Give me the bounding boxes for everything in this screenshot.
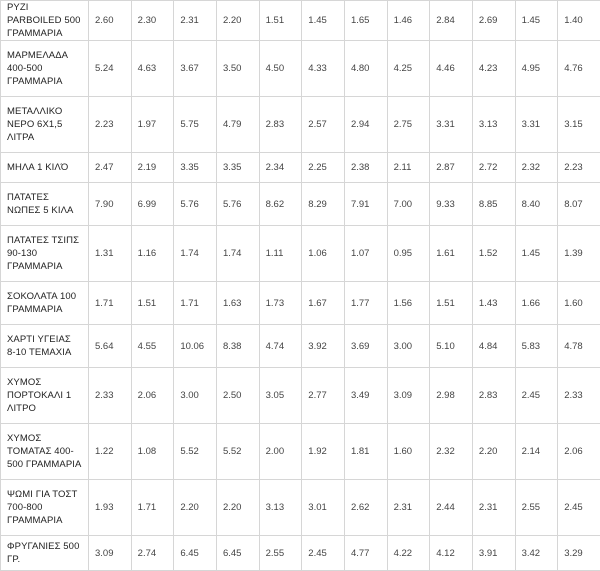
price-cell: 3.69 bbox=[344, 325, 387, 368]
price-cell: 1.46 bbox=[387, 1, 430, 41]
price-cell: 3.00 bbox=[387, 325, 430, 368]
price-cell: 3.15 bbox=[558, 97, 600, 153]
price-cell: 5.64 bbox=[89, 325, 132, 368]
price-cell: 1.97 bbox=[131, 97, 174, 153]
price-cell: 1.71 bbox=[174, 282, 217, 325]
price-cell: 1.56 bbox=[387, 282, 430, 325]
table-body bbox=[1, 1, 600, 571]
price-cell: 5.10 bbox=[430, 325, 473, 368]
price-cell: 2.19 bbox=[131, 153, 174, 183]
price-cell: 2.55 bbox=[259, 536, 302, 571]
price-cell: 1.52 bbox=[472, 226, 515, 282]
price-cell: 2.75 bbox=[387, 97, 430, 153]
price-cell: 1.74 bbox=[216, 226, 259, 282]
price-cell: 4.80 bbox=[344, 41, 387, 97]
price-cell: 2.33 bbox=[558, 368, 600, 424]
price-cell: 4.23 bbox=[472, 41, 515, 97]
product-name-cell: ΜΕΤΑΛΛΙΚΟ ΝΕΡΟ 6Χ1,5 ΛΙΤΡΑ bbox=[1, 97, 89, 153]
price-cell: 2.11 bbox=[387, 153, 430, 183]
price-cell: 1.39 bbox=[558, 226, 600, 282]
price-cell: 3.91 bbox=[472, 536, 515, 571]
table-row bbox=[1, 153, 600, 183]
price-cell: 4.63 bbox=[131, 41, 174, 97]
price-cell: 2.45 bbox=[302, 536, 345, 571]
price-cell: 2.50 bbox=[216, 368, 259, 424]
price-cell: 1.71 bbox=[131, 480, 174, 536]
price-cell: 2.69 bbox=[472, 1, 515, 41]
price-cell: 8.38 bbox=[216, 325, 259, 368]
price-cell: 4.25 bbox=[387, 41, 430, 97]
price-cell: 1.65 bbox=[344, 1, 387, 41]
price-cell: 2.31 bbox=[387, 480, 430, 536]
price-cell: 1.51 bbox=[131, 282, 174, 325]
product-name-cell: ΡΥΖΙ PARBOILED 500 ΓΡΑΜΜΑΡΙΑ bbox=[1, 1, 89, 41]
price-cell: 2.31 bbox=[174, 1, 217, 41]
price-cell: 2.55 bbox=[515, 480, 558, 536]
price-cell: 4.95 bbox=[515, 41, 558, 97]
price-cell: 1.60 bbox=[387, 424, 430, 480]
price-cell: 8.62 bbox=[259, 183, 302, 226]
price-cell: 3.05 bbox=[259, 368, 302, 424]
price-cell: 3.29 bbox=[558, 536, 600, 571]
price-cell: 4.50 bbox=[259, 41, 302, 97]
price-cell: 4.12 bbox=[430, 536, 473, 571]
table-row bbox=[1, 226, 600, 282]
price-cell: 1.40 bbox=[558, 1, 600, 41]
price-cell: 1.16 bbox=[131, 226, 174, 282]
price-cell: 5.24 bbox=[89, 41, 132, 97]
price-cell: 2.34 bbox=[259, 153, 302, 183]
table-row bbox=[1, 536, 600, 571]
product-name-cell: ΠΑΤΑΤΕΣ ΝΩΠΕΣ 5 ΚΙΛΑ bbox=[1, 183, 89, 226]
price-cell: 2.87 bbox=[430, 153, 473, 183]
table-row bbox=[1, 325, 600, 368]
price-cell: 4.33 bbox=[302, 41, 345, 97]
price-cell: 4.78 bbox=[558, 325, 600, 368]
price-cell: 10.06 bbox=[174, 325, 217, 368]
price-cell: 2.32 bbox=[515, 153, 558, 183]
price-cell: 2.98 bbox=[430, 368, 473, 424]
price-cell: 2.23 bbox=[89, 97, 132, 153]
price-cell: 1.63 bbox=[216, 282, 259, 325]
table-row bbox=[1, 282, 600, 325]
price-cell: 1.08 bbox=[131, 424, 174, 480]
price-cell: 6.45 bbox=[174, 536, 217, 571]
table-row bbox=[1, 1, 600, 41]
price-cell: 4.22 bbox=[387, 536, 430, 571]
price-cell: 2.45 bbox=[515, 368, 558, 424]
price-cell: 3.31 bbox=[430, 97, 473, 153]
price-cell: 3.01 bbox=[302, 480, 345, 536]
price-cell: 8.07 bbox=[558, 183, 600, 226]
price-cell: 7.00 bbox=[387, 183, 430, 226]
product-name-cell: ΜΑΡΜΕΛΑΔΑ 400-500 ΓΡΑΜΜΑΡΙΑ bbox=[1, 41, 89, 97]
price-cell: 3.13 bbox=[472, 97, 515, 153]
price-cell: 2.20 bbox=[216, 480, 259, 536]
price-cell: 2.47 bbox=[89, 153, 132, 183]
price-cell: 3.92 bbox=[302, 325, 345, 368]
price-cell: 1.31 bbox=[89, 226, 132, 282]
price-cell: 1.45 bbox=[302, 1, 345, 41]
table-row bbox=[1, 183, 600, 226]
price-cell: 1.11 bbox=[259, 226, 302, 282]
price-cell: 1.60 bbox=[558, 282, 600, 325]
price-cell: 1.06 bbox=[302, 226, 345, 282]
price-cell: 5.76 bbox=[174, 183, 217, 226]
price-cell: 5.52 bbox=[216, 424, 259, 480]
price-cell: 3.00 bbox=[174, 368, 217, 424]
price-cell: 2.06 bbox=[558, 424, 600, 480]
price-cell: 6.99 bbox=[131, 183, 174, 226]
price-cell: 2.25 bbox=[302, 153, 345, 183]
table-row bbox=[1, 424, 600, 480]
price-cell: 4.55 bbox=[131, 325, 174, 368]
price-cell: 4.77 bbox=[344, 536, 387, 571]
price-cell: 1.77 bbox=[344, 282, 387, 325]
product-name-cell: ΧΥΜΟΣ ΤΟΜΑΤΑΣ 400-500 ΓΡΑΜΜΑΡΙΑ bbox=[1, 424, 89, 480]
product-name-cell: ΧΥΜΟΣ ΠΟΡΤΟΚΑΛΙ 1 ΛΙΤΡΟ bbox=[1, 368, 89, 424]
price-cell: 2.32 bbox=[430, 424, 473, 480]
price-cell: 1.74 bbox=[174, 226, 217, 282]
price-cell: 1.22 bbox=[89, 424, 132, 480]
price-cell: 2.62 bbox=[344, 480, 387, 536]
price-cell: 1.93 bbox=[89, 480, 132, 536]
price-cell: 2.00 bbox=[259, 424, 302, 480]
price-cell: 2.83 bbox=[472, 368, 515, 424]
price-cell: 2.38 bbox=[344, 153, 387, 183]
product-name-cell: ΣΟΚΟΛΑΤΑ 100 ΓΡΑΜΜΑΡΙΑ bbox=[1, 282, 89, 325]
price-cell: 1.51 bbox=[430, 282, 473, 325]
price-cell: 2.14 bbox=[515, 424, 558, 480]
price-cell: 3.31 bbox=[515, 97, 558, 153]
price-cell: 2.30 bbox=[131, 1, 174, 41]
price-cell: 3.67 bbox=[174, 41, 217, 97]
price-cell: 1.81 bbox=[344, 424, 387, 480]
price-cell: 1.67 bbox=[302, 282, 345, 325]
table-row bbox=[1, 480, 600, 536]
price-cell: 2.20 bbox=[472, 424, 515, 480]
price-cell: 4.79 bbox=[216, 97, 259, 153]
price-cell: 5.76 bbox=[216, 183, 259, 226]
price-cell: 4.74 bbox=[259, 325, 302, 368]
price-cell: 1.45 bbox=[515, 1, 558, 41]
product-name-cell: ΜΗΛΑ 1 ΚΙΛΌ bbox=[1, 153, 89, 183]
price-cell: 3.13 bbox=[259, 480, 302, 536]
price-cell: 2.45 bbox=[558, 480, 600, 536]
price-cell: 2.20 bbox=[174, 480, 217, 536]
price-cell: 4.84 bbox=[472, 325, 515, 368]
price-cell: 8.40 bbox=[515, 183, 558, 226]
price-cell: 2.94 bbox=[344, 97, 387, 153]
price-cell: 1.66 bbox=[515, 282, 558, 325]
price-cell: 3.09 bbox=[387, 368, 430, 424]
price-cell: 3.50 bbox=[216, 41, 259, 97]
price-cell: 2.77 bbox=[302, 368, 345, 424]
price-cell: 7.90 bbox=[89, 183, 132, 226]
price-cell: 6.45 bbox=[216, 536, 259, 571]
price-cell: 2.57 bbox=[302, 97, 345, 153]
price-cell: 1.61 bbox=[430, 226, 473, 282]
price-cell: 0.95 bbox=[387, 226, 430, 282]
price-cell: 3.42 bbox=[515, 536, 558, 571]
price-cell: 5.52 bbox=[174, 424, 217, 480]
price-cell: 2.20 bbox=[216, 1, 259, 41]
price-cell: 9.33 bbox=[430, 183, 473, 226]
price-cell: 2.44 bbox=[430, 480, 473, 536]
price-cell: 4.46 bbox=[430, 41, 473, 97]
price-cell: 1.45 bbox=[515, 226, 558, 282]
price-cell: 3.09 bbox=[89, 536, 132, 571]
table-row bbox=[1, 97, 600, 153]
table-row bbox=[1, 41, 600, 97]
table-row bbox=[1, 368, 600, 424]
price-cell: 4.76 bbox=[558, 41, 600, 97]
price-cell: 2.06 bbox=[131, 368, 174, 424]
price-cell: 2.83 bbox=[259, 97, 302, 153]
price-cell: 3.35 bbox=[174, 153, 217, 183]
price-cell: 1.71 bbox=[89, 282, 132, 325]
price-cell: 2.31 bbox=[472, 480, 515, 536]
product-name-cell: ΨΩΜΙ ΓΙΑ ΤΟΣΤ 700-800 ΓΡΑΜΜΑΡΙΑ bbox=[1, 480, 89, 536]
price-cell: 2.23 bbox=[558, 153, 600, 183]
price-cell: 1.51 bbox=[259, 1, 302, 41]
price-cell: 3.35 bbox=[216, 153, 259, 183]
price-cell: 2.84 bbox=[430, 1, 473, 41]
product-name-cell: ΠΑΤΑΤΕΣ ΤΣΙΠΣ 90-130 ΓΡΑΜΜΑΡΙΑ bbox=[1, 226, 89, 282]
price-cell: 7.91 bbox=[344, 183, 387, 226]
price-cell: 3.49 bbox=[344, 368, 387, 424]
price-cell: 2.74 bbox=[131, 536, 174, 571]
price-cell: 5.75 bbox=[174, 97, 217, 153]
price-cell: 1.92 bbox=[302, 424, 345, 480]
price-cell: 5.83 bbox=[515, 325, 558, 368]
price-cell: 8.29 bbox=[302, 183, 345, 226]
product-name-cell: ΦΡΥΓΑΝΙΕΣ 500 ΓΡ. bbox=[1, 536, 89, 571]
price-cell: 1.07 bbox=[344, 226, 387, 282]
price-cell: 8.85 bbox=[472, 183, 515, 226]
price-cell: 2.72 bbox=[472, 153, 515, 183]
price-cell: 1.43 bbox=[472, 282, 515, 325]
price-cell: 1.73 bbox=[259, 282, 302, 325]
price-cell: 2.60 bbox=[89, 1, 132, 41]
price-cell: 2.33 bbox=[89, 368, 132, 424]
product-name-cell: ΧΑΡΤΙ ΥΓΕΙΑΣ 8-10 ΤΕΜΑΧΙΑ bbox=[1, 325, 89, 368]
